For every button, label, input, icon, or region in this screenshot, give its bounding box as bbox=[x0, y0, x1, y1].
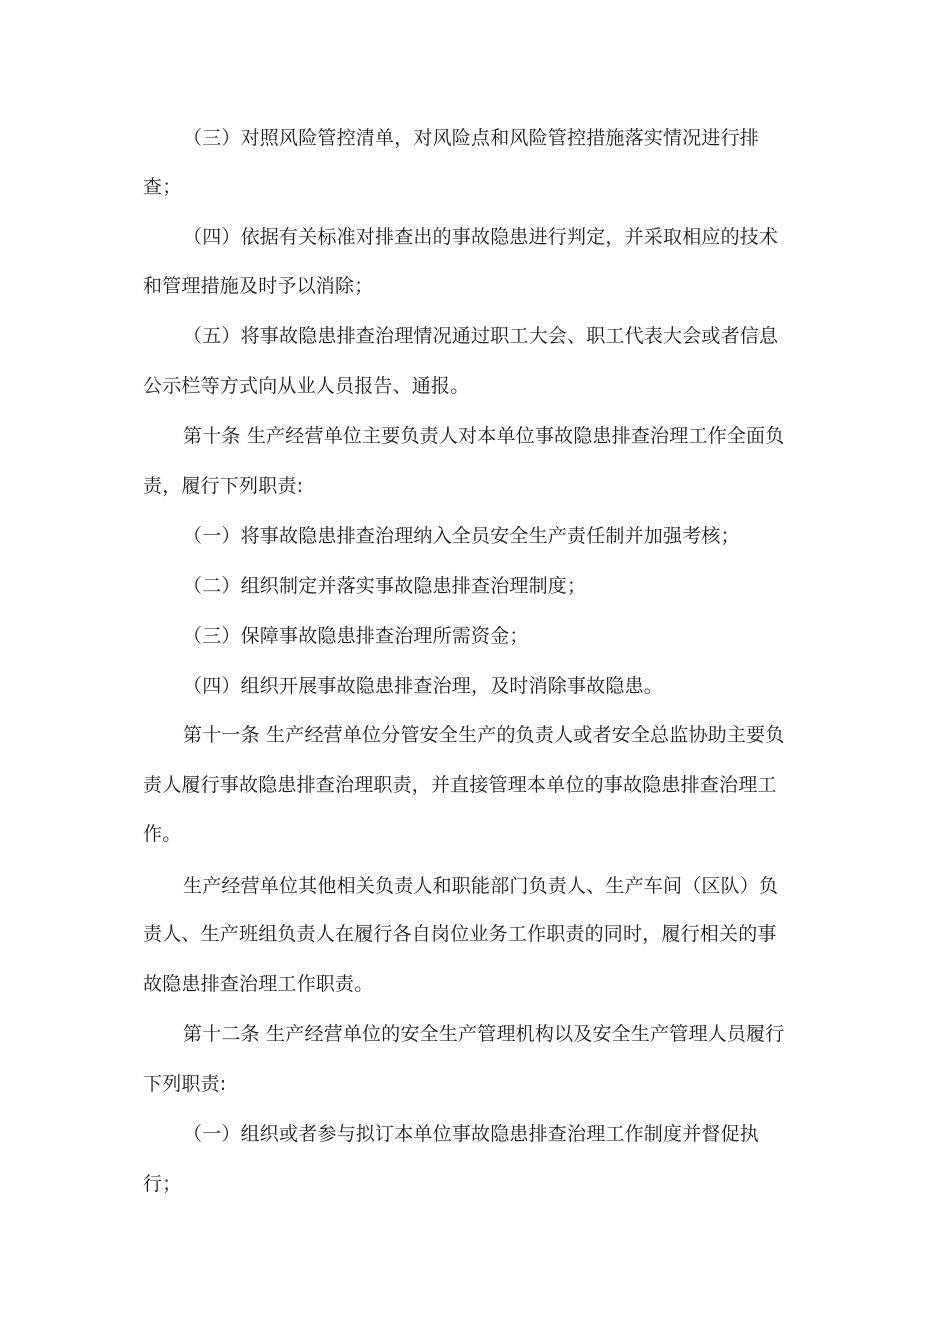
paragraph-line: 下列职责: bbox=[143, 1073, 227, 1095]
paragraph-line: （一）将事故隐患排查治理纳入全员安全生产责任制并加强考核； bbox=[183, 525, 740, 547]
paragraph-line: （四）依据有关标准对排查出的事故隐患进行判定，并采取相应的技术 bbox=[183, 226, 779, 248]
paragraph-line: 查； bbox=[143, 176, 182, 198]
paragraph-line: （四）组织开展事故隐患排查治理，及时消除事故隐患。 bbox=[183, 675, 664, 697]
paragraph-line: （一）组织或者参与拟订本单位事故隐患排查治理工作制度并督促执 bbox=[183, 1123, 760, 1145]
article-heading-line: 第十一条 生产经营单位分管安全生产的负责人或者安全总监协助主要负 bbox=[183, 724, 785, 746]
paragraph-line: （二）组织制定并落实事故隐患排查治理制度； bbox=[183, 575, 587, 597]
paragraph-line: 故隐患排查治理工作职责。 bbox=[143, 973, 374, 995]
paragraph-line: 和管理措施及时予以消除； bbox=[143, 275, 374, 297]
paragraph-line: 公示栏等方式向从业人员报告、通报。 bbox=[143, 375, 470, 397]
article-heading-line: 第十条 生产经营单位主要负责人对本单位事故隐患排查治理工作全面负 bbox=[183, 425, 785, 447]
paragraph-line: 责，履行下列职责: bbox=[143, 475, 304, 497]
article-heading-line: 第十二条 生产经营单位的安全生产管理机构以及安全生产管理人员履行 bbox=[183, 1023, 785, 1045]
paragraph-line: （三）保障事故隐患排查治理所需资金； bbox=[183, 625, 529, 647]
paragraph-line: （五）将事故隐患排查治理情况通过职工大会、职工代表大会或者信息 bbox=[183, 325, 779, 347]
paragraph-line: 生产经营单位其他相关负责人和职能部门负责人、生产车间（区队）负 bbox=[183, 875, 779, 897]
paragraph-line: 行； bbox=[143, 1173, 182, 1195]
paragraph-line: 责人、生产班组负责人在履行各自岗位业务工作职责的同时，履行相关的事 bbox=[143, 923, 777, 945]
paragraph-line: 责人履行事故隐患排查治理职责，并直接管理本单位的事故隐患排查治理工 bbox=[143, 774, 777, 796]
paragraph-line: （三）对照风险管控清单，对风险点和风险管控措施落实情况进行排 bbox=[183, 127, 760, 149]
paragraph-line: 作。 bbox=[143, 823, 182, 845]
